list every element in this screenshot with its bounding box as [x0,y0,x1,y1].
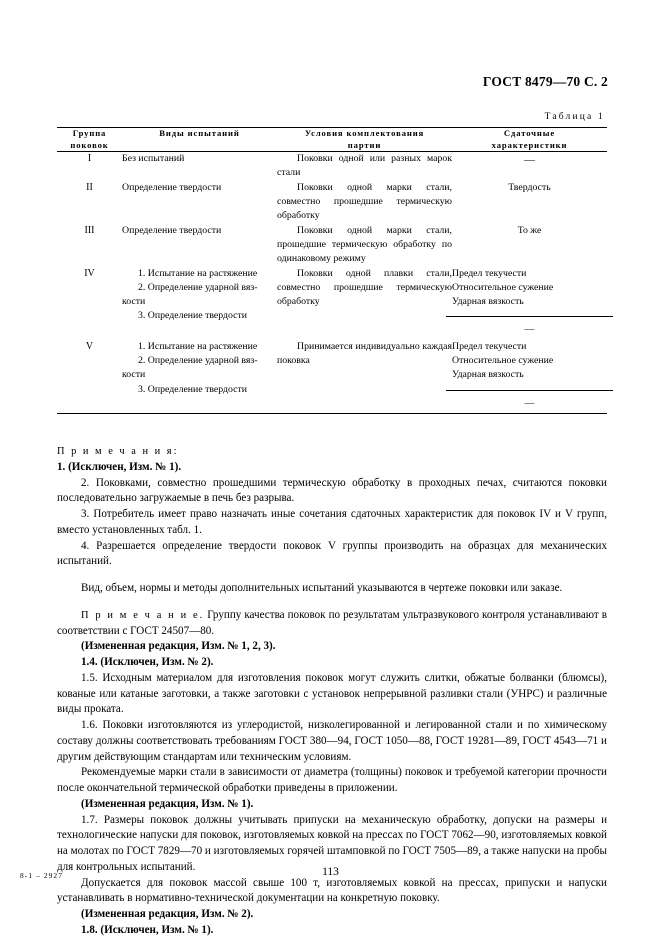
note-after-text: Вид, объем, нормы и методы дополнительных испытаний указываются в чертеже поковки или заказе. [81,582,563,595]
revision-note-3: (Измененная редакция, Изм. № 2). [81,908,254,921]
signature-mark: 8-1 – 2927 [20,871,64,880]
cell-tests-line: 2. Определение ударной вяз- [138,355,258,367]
cell-conditions [277,267,452,340]
cell-tests [122,152,277,181]
cell-characteristics [452,267,607,340]
cell-characteristics-line: Относительное сужение [452,355,554,367]
page-number: 113 [322,866,339,878]
table-body [57,152,607,413]
col-header-characteristics [452,128,607,152]
cell-tests-line: Определение твердости [122,181,222,193]
clause-1-8: 1.8. (Исключен, Изм. № 1). [81,923,214,936]
cell-characteristics-line: Ударная вязкость [452,369,524,381]
cell-characteristics-line: Предел текучести [452,340,527,352]
cell-tests-line: кости [122,369,146,381]
running-head: ГОСТ 8479—70 С. 2 [482,74,608,89]
cell-tests-line: 2. Определение ударной вяз- [138,281,258,293]
cell-conditions-text: Поковки одной марки стали, совместно прошедшие термическую обработку [277,181,452,222]
table-header [57,128,607,152]
table-1-container [57,127,607,414]
col-header-tests-line1: Виды испытаний [159,128,240,138]
col-header-tests [122,128,277,152]
clause-1-6b: Рекомендуемые марки стали в зависимости от диаметра (толщины) поковок и требуемой категории прочности после окончательной термической обработки приведены в приложении. [57,766,607,795]
note-item-4: 4. Разрешается определение твердости поковок V группы производить на образцах для механических испытаний. [57,539,607,568]
cell-characteristics-line: Ударная вязкость [452,296,524,308]
note-single-body: Группу качества поковок по результатам ультразвукового контроля устанавливают в соответствии с ГОСТ 24507—80. [57,608,607,637]
requirements-table [57,127,607,413]
col-header-conditions-line2: партии [347,139,382,150]
cell-tests-line: 1. Испытание на растяжение [138,267,258,279]
clause-1-5: 1.5. Исходным материалом для изготовления поковок могут служить слитки, обжатые болванки (блюмсы), кованые или катаные заготовки, а также заготовки с установок непрерывной разливки стали (УНРС) и различные виды проката. [57,671,607,716]
cell-tests-line: кости [122,296,146,308]
cell-tests-line: 1. Испытание на растяжение [138,340,258,352]
cell-characteristics-line: — [524,154,535,167]
cell-tests [122,224,277,267]
table-row [57,267,607,340]
cell-characteristics [452,181,607,224]
cell-conditions [277,340,452,413]
cell-characteristics [452,340,607,413]
note-single [57,608,607,640]
cell-characteristics [452,224,607,267]
cell-tests [122,340,277,413]
revision-note-2: (Измененная редакция, Изм. № 1). [81,797,254,810]
table-row [57,340,607,413]
col-header-group-line1: Группа [72,128,107,138]
cell-characteristics-sub-dash: — [446,316,613,339]
cell-characteristics-line: Предел текучести [452,267,527,279]
cell-conditions-text: Поковки одной или разных марок стали [277,153,452,179]
col-header-group [57,128,122,152]
table-header-row [57,128,607,152]
document-body-text [57,444,607,939]
cell-tests-line: Определение твердости [122,224,222,236]
notes-heading-text: П р и м е ч а н и я: [57,446,179,457]
col-header-characteristics-line2: характеристики [491,139,568,150]
col-header-conditions-line1: Условия комплектования [304,128,425,138]
notes-heading [57,444,607,460]
note-single-heading: П р и м е ч а н и е. [81,609,205,621]
clause-1-7b: Допускается для поковок массой свыше 100 т, изготовляемых ковкой на прессах, припуски и напуски устанавливать в нормативно-технической документации на конкретную поковку. [57,876,607,905]
cell-conditions-text: Поковки одной марки стали, прошедшие термическую обработку по одинаковому режиму [277,224,452,265]
col-header-conditions [277,128,452,152]
cell-group: I [57,152,122,181]
cell-group: IV [84,267,95,279]
cell-conditions [277,224,452,267]
cell-characteristics-line: Твердость [508,181,551,193]
col-header-characteristics-line1: Сдаточные [503,128,556,138]
note-item-2: 2. Поковками, совместно прошедшими термическую обработку в проходных печах, считаются поковки последовательно загружаемые в печь без разрыва. [57,476,607,505]
cell-tests-line: 3. Определение твердости [138,310,248,322]
cell-characteristics-line: То же [517,224,542,236]
clause-1-6: 1.6. Поковки изготовляются из углеродистой, низколегированной и легированной стали и по химическому составу должны соответствовать требованиям ГОСТ 380—94, ГОСТ 1050—88, ГОСТ 19281—89, ГОСТ 4543—71 и другим действующим стандартам или техническим условиям. [57,719,607,763]
table-row [57,152,607,181]
cell-characteristics-sub-dash: — [446,390,613,413]
col-header-group-line2: поковок [70,139,109,150]
table-bottom-rule [57,413,607,414]
cell-tests-line: 3. Определение твердости [138,383,248,395]
cell-conditions [277,152,452,181]
cell-conditions-text: Поковки одной плавки стали, совместно прошедшие термическую обработку [277,267,452,308]
cell-tests [122,181,277,224]
cell-group: III [84,224,95,236]
cell-tests-line: Без испытаний [122,153,185,165]
cell-characteristics-line: Относительное сужение [452,281,554,293]
table-caption: Таблица 1 [544,112,605,122]
cell-group: II [86,181,93,193]
table-row [57,181,607,224]
clause-1-7: 1.7. Размеры поковок должны учитывать припуски на механическую обработку, допуски на размеры и технологические напуски для поковок, изготовляемых ковкой на прессах по ГОСТ 7062—90, изготовляемых ковкой на молотах по ГОСТ 7829—70 и изготовляемых горячей штамповкой по ГОСТ 7505—89, а также напуски на пробы для контрольных испытаний. [57,813,607,873]
cell-characteristics [452,152,607,181]
note-item-3: 3. Потребитель имеет право назначать иные сочетания сдаточных характеристик для поковок IV и V групп, вместо установленных табл. 1. [57,508,607,536]
clause-1-4: 1.4. (Исключен, Изм. № 2). [81,656,214,669]
cell-conditions-text: Принимается индивидуально каждая поковка [277,340,452,367]
revision-note-1: (Измененная редакция, Изм. № 1, 2, 3). [81,640,276,653]
cell-conditions [277,181,452,224]
note-item-1: 1. (Исключен, Изм. № 1). [57,460,182,473]
cell-group: V [85,340,94,352]
table-row [57,224,607,267]
cell-tests [122,267,277,340]
